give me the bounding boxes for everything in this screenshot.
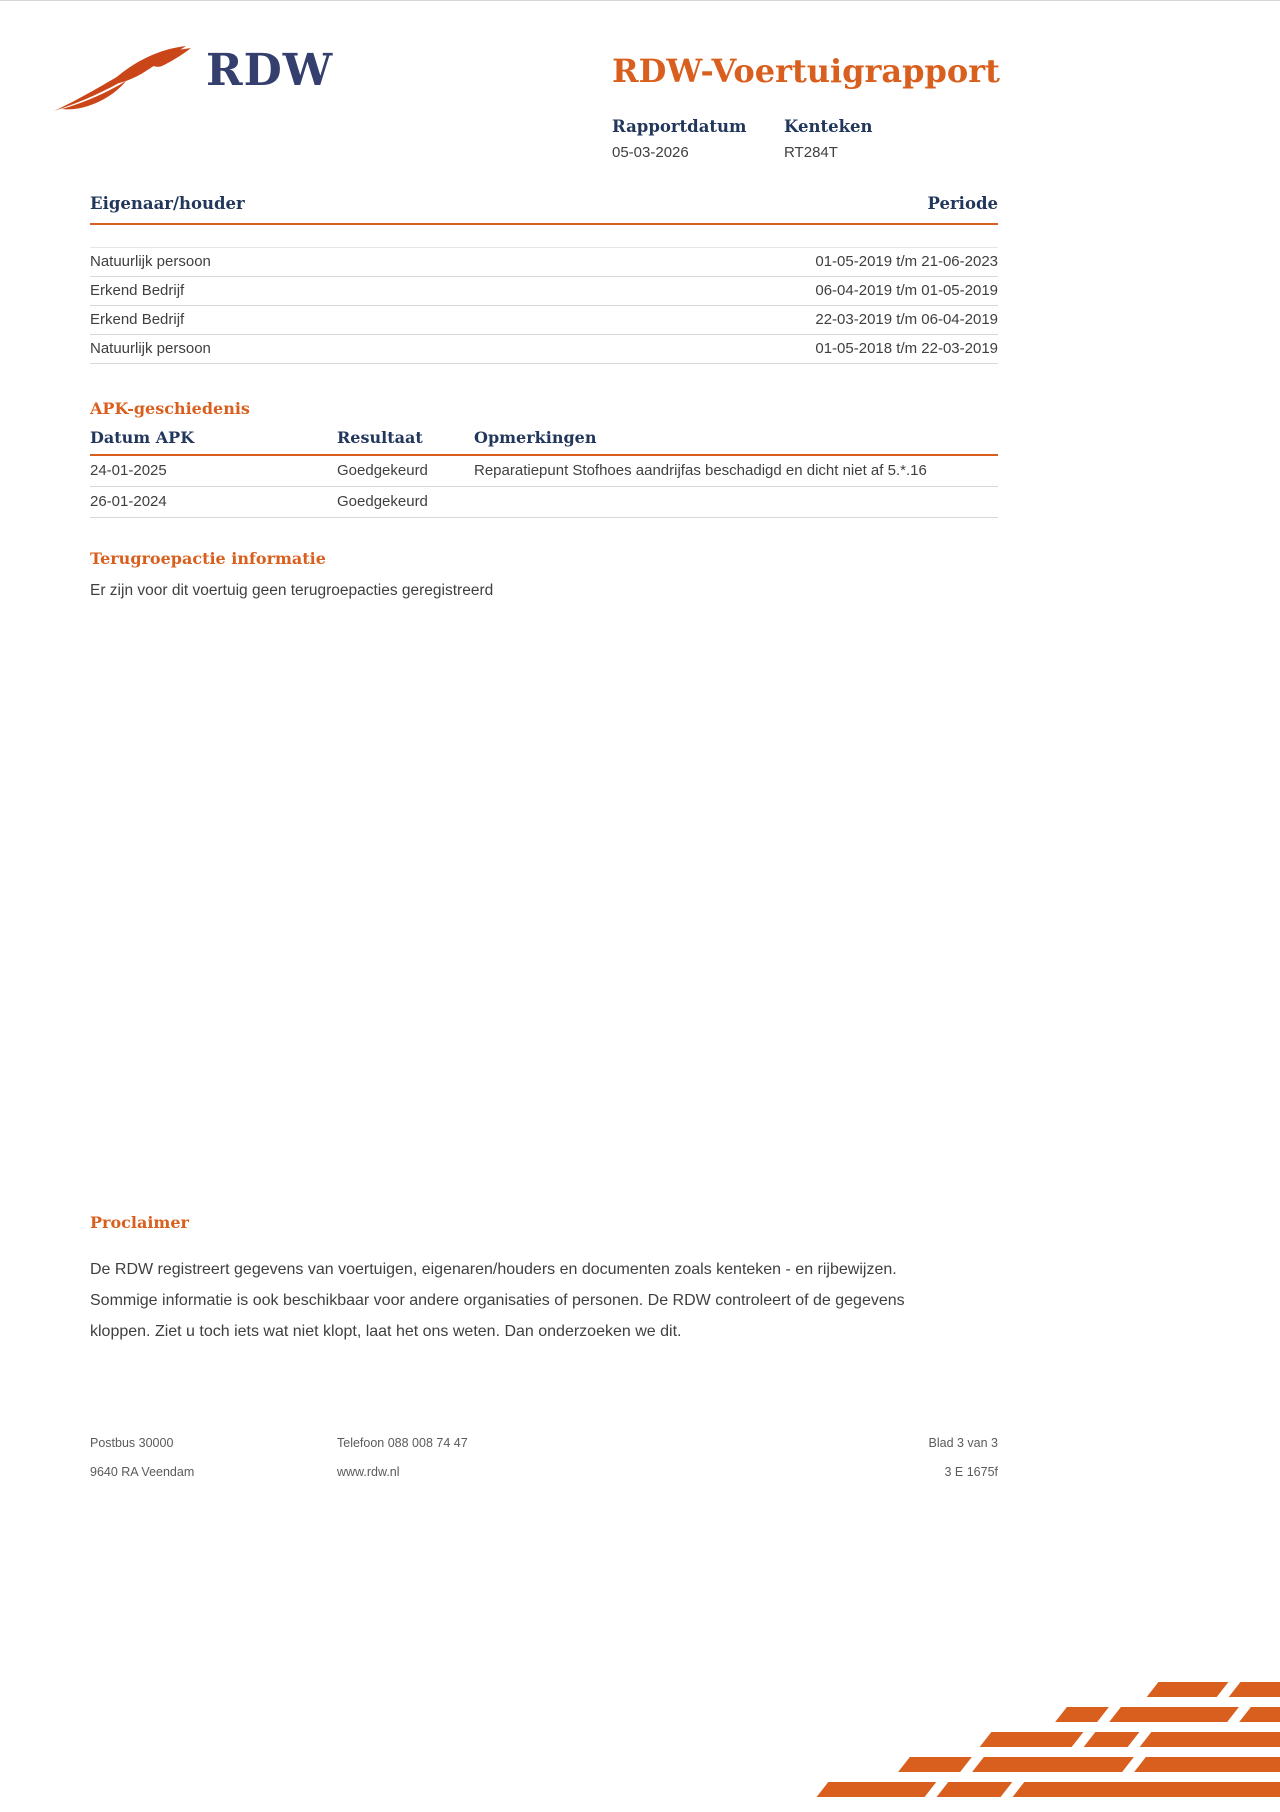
footer-address-line2: 9640 RA Veendam [90,1465,195,1479]
owner-name: Erkend Bedrijf [90,311,185,328]
proclaimer-section [90,1213,998,1347]
rdw-logo [52,45,333,115]
owner-table [90,247,998,364]
report-header [612,51,1000,161]
footer-phone: Telefoon 088 008 74 47 [337,1436,468,1450]
apk-table-header [90,428,998,456]
owner-name: Natuurlijk persoon [90,253,211,270]
apk-row [90,487,998,518]
recall-section-title: Terugroepactie informatie [90,549,326,568]
report-date-label: Rapportdatum [612,117,747,136]
owner-period: 01-05-2018 t/m 22-03-2019 [815,340,998,357]
apk-date-column-header: Datum APK [90,428,195,447]
owner-section-title: Eigenaar/houder [90,194,245,213]
apk-remarks: Reparatiepunt Stofhoes aandrijfas beschadigd en dicht niet af 5.*.16 [474,462,927,479]
owner-name: Erkend Bedrijf [90,282,185,299]
apk-date: 24-01-2025 [90,462,167,479]
rdw-logo-text: RDW [206,45,334,96]
owner-row [90,306,998,335]
apk-result: Goedgekeurd [337,493,428,510]
license-plate-value: RT284T [784,144,838,161]
apk-date: 26-01-2024 [90,493,167,510]
report-date-value: 05-03-2026 [612,144,689,161]
license-plate-block [784,117,1000,161]
footer-address-line1: Postbus 30000 [90,1436,174,1450]
footer-doc-code: 3 E 1675f [944,1465,998,1479]
rdw-eagle-swoosh-icon [52,45,192,115]
period-column-header: Periode [927,194,998,213]
owner-row [90,277,998,306]
recall-section [90,549,998,600]
page-title: RDW-Voertuigrapport [612,52,1000,90]
page-footer [90,1436,998,1479]
owner-name: Natuurlijk persoon [90,340,211,357]
report-date-block [612,117,784,161]
apk-remarks [474,493,998,510]
proclaimer-title: Proclaimer [90,1213,189,1232]
diagonal-stripes-decoration-icon [640,1680,1280,1812]
footer-page-info: Blad 3 van 3 [928,1436,998,1450]
license-plate-label: Kenteken [784,117,873,136]
report-meta [612,117,1000,161]
apk-remarks-column-header: Opmerkingen [474,428,597,447]
owner-section [90,194,998,364]
recall-text: Er zijn voor dit voertuig geen terugroepacties geregistreerd [90,582,494,599]
owner-row [90,248,998,277]
owner-row [90,335,998,364]
apk-section-title: APK-geschiedenis [90,399,250,418]
owner-section-header [90,194,998,225]
owner-period: 22-03-2019 t/m 06-04-2019 [815,311,998,328]
owner-period: 06-04-2019 t/m 01-05-2019 [815,282,998,299]
apk-row [90,456,998,487]
apk-history-section [90,399,998,518]
owner-period: 01-05-2019 t/m 21-06-2023 [815,253,998,270]
footer-website: www.rdw.nl [337,1465,400,1479]
apk-table [90,456,998,518]
apk-result-column-header: Resultaat [337,428,423,447]
apk-result: Goedgekeurd [337,462,428,479]
proclaimer-text: De RDW registreert gegevens van voertuigen, eigenaren/houders en documenten zoals kenteken - en rijbewijzen. Sommige informatie is ook beschikbaar voor andere organisaties of personen. De RDW controleert of de gegevens kloppen. Ziet u toch iets wat niet klopt, laat het ons weten. Dan onderzoeken we dit. [90,1261,905,1340]
